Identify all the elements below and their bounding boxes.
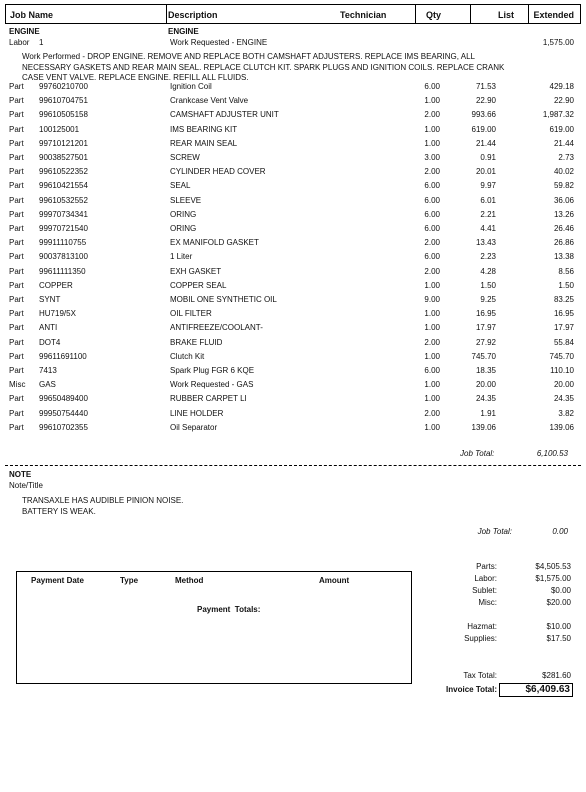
line-list: 27.92 [475,337,496,347]
line-extended: 26.46 [553,224,574,233]
supplies-label: Supplies: [464,634,497,643]
line-extended: 22.90 [553,96,574,106]
line-description: MOBIL ONE SYNTHETIC OIL [170,295,277,304]
line-part-number: 90037813100 [39,252,88,262]
line-part-number: 99610702355 [39,422,88,432]
line-type: Part [9,309,24,319]
payment-type-header: Type [120,576,139,585]
line-part-number: 99970721540 [39,224,88,233]
line-qty: 6.00 [424,366,440,375]
line-item-row [0,82,586,96]
payment-amount-header: Amount [319,576,350,585]
line-extended: 110.10 [550,366,574,375]
line-list: 993.66 [471,110,496,120]
line-description: Oil Separator [170,422,218,432]
line-part-number: 7413 [39,366,57,375]
line-description: Clutch Kit [170,351,205,361]
line-description: OIL FILTER [170,309,212,319]
line-list: 6.01 [480,195,496,205]
line-list: 24.35 [475,394,496,404]
header-technician: Technician [340,10,387,20]
line-list: 9.25 [480,295,496,304]
line-extended: 13.26 [553,209,574,219]
line-qty: 1.00 [424,380,440,390]
line-description: Crankcase Vent Valve [170,96,249,106]
line-type: Part [9,351,24,361]
header-qty: Qty [426,10,442,20]
section-divider [5,465,581,466]
labor-description: Work Requested - ENGINE [170,38,268,47]
note-line: BATTERY IS WEAK. [22,507,96,516]
line-list: 16.95 [475,309,496,319]
line-qty: 1.00 [424,138,440,148]
header-divider [528,5,529,23]
line-part-number: 99950754440 [39,408,88,418]
line-qty: 2.00 [424,238,440,248]
sublet-label: Sublet: [472,586,497,595]
work-performed-line: NECESSARY GASKETS AND REAR MAIN SEAL. REPLACE CLUTCH KIT. SPARK PLUGS AND IGNITION COILS. REPLACE CRANK [22,62,505,72]
line-description: ORING [170,209,197,219]
line-item-row [0,267,586,281]
line-item-row [0,323,586,337]
line-part-number: 99710121201 [39,138,88,148]
line-part-number: 99610421554 [39,181,88,191]
line-description: CAMSHAFT ADJUSTER UNIT [170,110,279,120]
line-qty: 1.00 [424,422,440,432]
line-description: EXH GASKET [170,266,222,276]
line-item-row [0,338,586,352]
line-description: Work Requested - GAS [170,380,254,390]
line-extended: 429.18 [549,82,574,91]
line-part-number: COPPER [39,280,73,290]
line-part-number: SYNT [39,295,61,304]
line-list: 13.43 [475,238,496,248]
line-list: 139.06 [471,422,496,432]
line-part-number: ANTI [39,323,58,333]
line-type: Part [9,422,24,432]
line-list: 18.35 [475,366,496,375]
line-description: SCREW [170,153,200,162]
line-qty: 9.00 [424,295,440,304]
line-type: Part [9,366,24,375]
labor-extended: 1,575.00 [542,38,574,47]
tax-label: Tax Total: [463,671,497,680]
line-list: 4.28 [480,266,496,276]
line-item-row [0,210,586,224]
job-total-value: 6,100.53 [536,449,568,458]
line-description: SEAL [170,181,191,191]
work-performed-line: CASE VENT VALVE. REPLACE ENGINE. REFILL ALL FLUIDS. [22,73,249,82]
line-type: Part [9,82,24,91]
line-qty: 1.00 [424,394,440,404]
line-extended: 40.02 [553,167,574,177]
line-extended: 2.73 [558,153,574,162]
line-part-number: 99610532552 [39,195,88,205]
line-extended: 8.56 [558,266,574,276]
header-description: Description [168,10,218,20]
line-type: Part [9,153,24,162]
labor-label: Labor: [474,574,497,583]
line-extended: 13.38 [553,252,574,262]
hazmat-label: Hazmat: [467,622,497,631]
line-item-row [0,96,586,110]
line-qty: 2.00 [424,337,440,347]
line-list: 71.53 [475,82,496,91]
sublet-value: $0.00 [550,586,571,595]
line-part-number: 99610522352 [39,167,88,177]
line-item-row [0,409,586,423]
line-part-number: 99611691100 [39,351,87,361]
line-list: 4.41 [480,224,496,233]
line-extended: 17.97 [553,323,574,333]
misc-label: Misc: [478,598,497,607]
job-total-label: Job Total: [460,449,495,458]
header-job-name: Job Name [10,10,54,20]
note-title: NOTE [9,470,32,479]
line-qty: 1.00 [424,323,440,333]
line-type: Part [9,195,24,205]
line-part-number: 99970734341 [39,209,88,219]
line-list: 745.70 [471,351,496,361]
supplies-value: $17.50 [546,634,571,643]
line-list: 0.91 [480,153,496,162]
line-item-row [0,394,586,408]
line-item-row [0,252,586,266]
work-performed-line: Work Performed - DROP ENGINE. REMOVE AND REPLACE BOTH CAMSHAFT ADJUSTERS. REPLACE IMS BEARING, ALL [22,52,475,61]
line-type: Part [9,408,24,418]
line-description: ORING [170,224,197,233]
line-type: Part [9,252,24,262]
line-item-row [0,153,586,167]
line-part-number: 99611111350 [39,266,86,276]
line-part-number: 90038527501 [39,153,88,162]
line-qty: 1.00 [424,280,440,290]
line-description: EX MANIFOLD GASKET [170,238,259,248]
line-extended: 21.44 [553,138,574,148]
line-description: CYLINDER HEAD COVER [170,167,266,177]
line-item-row [0,423,586,437]
line-extended: 55.84 [553,337,574,347]
labor-type: Labor [9,38,30,47]
line-extended: 36.06 [553,195,574,205]
line-type: Part [9,110,24,120]
line-type: Part [9,280,24,290]
note-line: TRANSAXLE HAS AUDIBLE PINION NOISE. [22,496,184,505]
line-part-number: 100125001 [39,124,80,134]
line-qty: 3.00 [424,153,440,162]
line-item-row [0,139,586,153]
note-subtitle: Note/Title [9,481,43,490]
line-list: 9.97 [480,181,496,191]
line-description: REAR MAIN SEAL [170,138,238,148]
line-item-row [0,224,586,238]
invoice-total-value: $6,409.63 [499,683,573,697]
line-extended: 139.06 [549,422,574,432]
parts-value: $4,505.53 [535,562,571,571]
line-type: Part [9,96,24,106]
line-list: 2.21 [480,209,496,219]
line-type: Part [9,138,24,148]
line-list: 21.44 [475,138,496,148]
line-list: 17.97 [475,323,496,333]
line-extended: 26.86 [553,238,574,248]
line-type: Part [9,209,24,219]
line-item-row [0,366,586,380]
line-part-number: GAS [39,380,56,390]
line-description: Spark Plug FGR 6 KQE [170,366,255,375]
line-extended: 24.35 [553,394,574,404]
line-type: Part [9,224,24,233]
line-item-row [0,281,586,295]
line-type: Part [9,337,24,347]
line-type: Part [9,167,24,177]
payment-totals-label: Payment Totals: [197,605,261,614]
line-type: Part [9,295,24,304]
line-description: SLEEVE [170,195,202,205]
line-qty: 1.00 [424,96,440,106]
parts-label: Parts: [476,562,497,571]
line-extended: 3.82 [558,408,574,418]
line-item-row [0,125,586,139]
line-type: Part [9,394,24,404]
job-description: ENGINE [168,27,199,36]
note-body [22,495,183,517]
line-list: 2.23 [480,252,496,262]
work-performed [22,52,582,84]
line-list: 619.00 [471,124,496,134]
line-extended: 1.50 [558,280,574,290]
line-list: 1.91 [480,408,496,418]
line-qty: 2.00 [424,167,440,177]
line-list: 20.00 [475,380,496,390]
labor-number: 1 [39,38,44,47]
line-type: Misc [9,380,26,390]
line-qty: 6.00 [424,181,440,191]
line-extended: 59.82 [553,181,574,191]
line-description: 1 Liter [170,252,193,262]
line-item-row [0,352,586,366]
line-type: Part [9,266,24,276]
line-description: COPPER SEAL [170,280,227,290]
line-part-number: DOT4 [39,337,61,347]
line-item-row [0,167,586,181]
line-description: ANTIFREEZE/COOLANT- [170,323,263,333]
line-type: Part [9,124,24,134]
line-extended: 20.00 [553,380,574,390]
line-type: Part [9,323,24,333]
hazmat-value: $10.00 [546,622,571,631]
line-part-number: 99911110755 [39,238,87,248]
line-qty: 2.00 [424,266,440,276]
line-item-row [0,309,586,323]
line-part-number: 99760210700 [39,82,88,91]
line-qty: 6.00 [424,224,440,233]
line-description: Ignition Coil [170,82,212,91]
line-part-number: 99610704751 [39,96,88,106]
payment-method-header: Method [175,576,204,585]
header-divider [470,5,471,23]
line-qty: 1.00 [424,124,440,134]
line-part-number: HU719/5X [39,309,76,319]
line-description: RUBBER CARPET LI [170,394,247,404]
payment-box [16,571,412,684]
line-qty: 6.00 [424,252,440,262]
line-description: LINE HOLDER [170,408,224,418]
line-item-row [0,295,586,309]
line-type: Part [9,238,24,248]
line-list: 20.01 [475,167,496,177]
line-item-row [0,110,586,124]
header-list: List [497,10,514,20]
line-extended: 16.95 [553,309,574,319]
line-qty: 6.00 [424,82,440,91]
note-job-total-value: 0.00 [552,527,568,536]
line-extended: 1,987.32 [542,110,574,120]
line-extended: 83.25 [553,295,574,304]
job-name: ENGINE [9,27,40,36]
line-qty: 2.00 [424,408,440,418]
header-divider [415,5,416,23]
note-job-total-label: Job Total: [477,527,512,536]
header-extended: Extended [533,10,574,20]
line-qty: 1.00 [424,351,440,361]
payment-date-header: Payment Date [31,576,84,585]
line-item-row [0,196,586,210]
labor-row [0,38,586,52]
line-extended: 619.00 [549,124,574,134]
header-divider [166,5,167,23]
line-qty: 2.00 [424,110,440,120]
misc-value: $20.00 [546,598,571,607]
line-extended: 745.70 [549,351,574,361]
line-description: BRAKE FLUID [170,337,223,347]
line-qty: 6.00 [424,209,440,219]
line-list: 22.90 [475,96,496,106]
line-qty: 1.00 [424,309,440,319]
invoice-total-label: Invoice Total: [446,685,497,694]
line-part-number: 99650489400 [39,394,88,404]
line-item-row [0,238,586,252]
line-item-row [0,181,586,195]
line-qty: 6.00 [424,195,440,205]
line-list: 1.50 [480,280,496,290]
tax-value: $281.60 [542,671,571,680]
line-item-row [0,380,586,394]
line-part-number: 99610505158 [39,110,88,120]
line-description: IMS BEARING KIT [170,124,238,134]
column-header-bar [5,4,581,24]
line-type: Part [9,181,24,191]
labor-value: $1,575.00 [535,574,571,583]
